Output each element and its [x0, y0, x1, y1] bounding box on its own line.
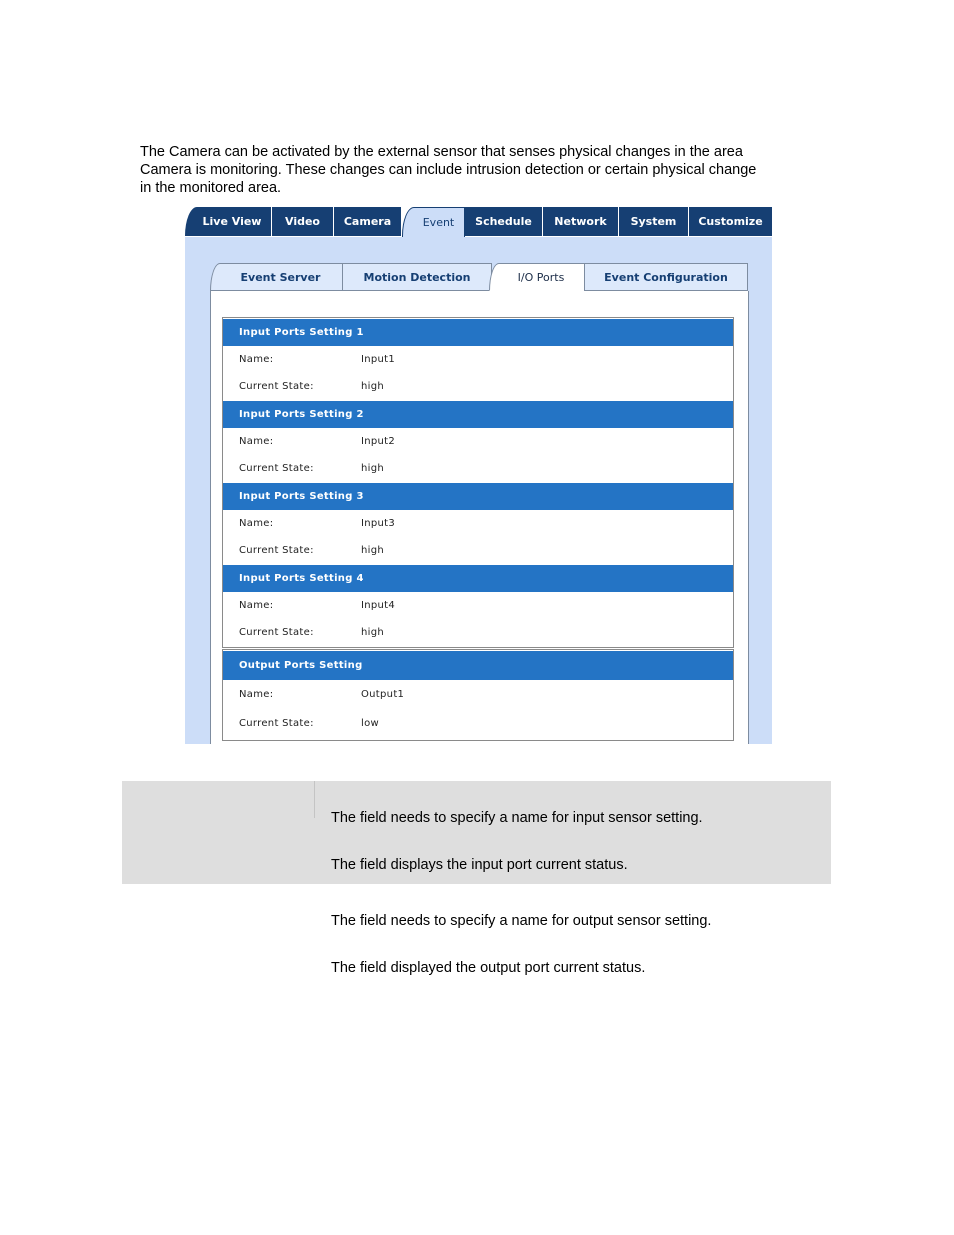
tab-camera[interactable]: Camera [334, 207, 402, 236]
output-port-state: low [361, 718, 379, 729]
state-label: Current State: [239, 463, 314, 474]
subtab-io-ports[interactable]: I/O Ports [489, 263, 585, 291]
tab-live-view[interactable]: Live View [185, 207, 272, 236]
state-label: Current State: [239, 381, 314, 392]
input-port-2-name: Input2 [361, 436, 396, 447]
tab-system[interactable]: System [619, 207, 689, 236]
tab-customize[interactable]: Customize [689, 207, 772, 236]
input-port-2-header: Input Ports Setting 2 [223, 400, 733, 428]
input-port-1-name: Input1 [361, 354, 396, 365]
name-label: Name: [239, 436, 274, 447]
input-port-3-name-row [223, 510, 733, 537]
name-label: Name: [239, 689, 274, 700]
state-label: Current State: [239, 627, 314, 638]
tab-video[interactable]: Video [272, 207, 334, 236]
intro-line-1: The Camera can be activated by the external sensor that senses physical changes in the area [140, 144, 743, 160]
output-state-description: The field displayed the output port current status. [331, 960, 646, 976]
input-ports-panel [222, 317, 734, 648]
tab-network[interactable]: Network [543, 207, 619, 236]
input-port-1-name-row [223, 346, 733, 373]
input-state-description: The field displays the input port current status. [331, 857, 628, 873]
input-port-2-state: high [361, 463, 385, 474]
input-port-1-state: high [361, 381, 385, 392]
name-label: Name: [239, 518, 274, 529]
input-port-4-name: Input4 [361, 600, 396, 611]
intro-line-3: in the monitored area. [140, 180, 282, 196]
output-port-header: Output Ports Setting [223, 650, 733, 680]
output-name-description: The field needs to specify a name for output sensor setting. [331, 913, 712, 929]
input-port-1-state-row [223, 373, 733, 400]
input-name-description: The field needs to specify a name for input sensor setting. [331, 810, 703, 826]
main-tab-bar [185, 207, 772, 237]
input-port-4-name-row [223, 592, 733, 619]
sub-tab-bar [210, 263, 748, 291]
name-label: Name: [239, 354, 274, 365]
column-divider [314, 781, 315, 818]
input-port-4-state-row [223, 619, 733, 646]
input-port-3-header: Input Ports Setting 3 [223, 482, 733, 510]
intro-paragraph [140, 143, 820, 197]
output-port-name: Output1 [361, 689, 405, 700]
input-port-2-name-row [223, 428, 733, 455]
name-label: Name: [239, 600, 274, 611]
input-port-1-header: Input Ports Setting 1 [223, 318, 733, 346]
output-port-state-row [223, 709, 733, 738]
input-port-3-state-row [223, 537, 733, 564]
input-port-4-state: high [361, 627, 385, 638]
input-port-3-state: high [361, 545, 385, 556]
input-port-2-state-row [223, 455, 733, 482]
io-ports-screenshot [185, 207, 772, 744]
output-port-name-row [223, 680, 733, 709]
subtab-event-server[interactable]: Event Server [210, 263, 343, 291]
state-label: Current State: [239, 718, 314, 729]
intro-line-2: Camera is monitoring. These changes can include intrusion detection or certain physical change [140, 162, 757, 178]
subtab-event-configuration[interactable]: Event Configuration [584, 263, 748, 291]
input-port-3-name: Input3 [361, 518, 396, 529]
state-label: Current State: [239, 545, 314, 556]
subtab-motion-detection[interactable]: Motion Detection [342, 263, 492, 291]
tab-schedule[interactable]: Schedule [465, 207, 543, 236]
input-port-4-header: Input Ports Setting 4 [223, 564, 733, 592]
tab-event[interactable]: Event [402, 207, 465, 237]
output-ports-panel [222, 649, 734, 741]
